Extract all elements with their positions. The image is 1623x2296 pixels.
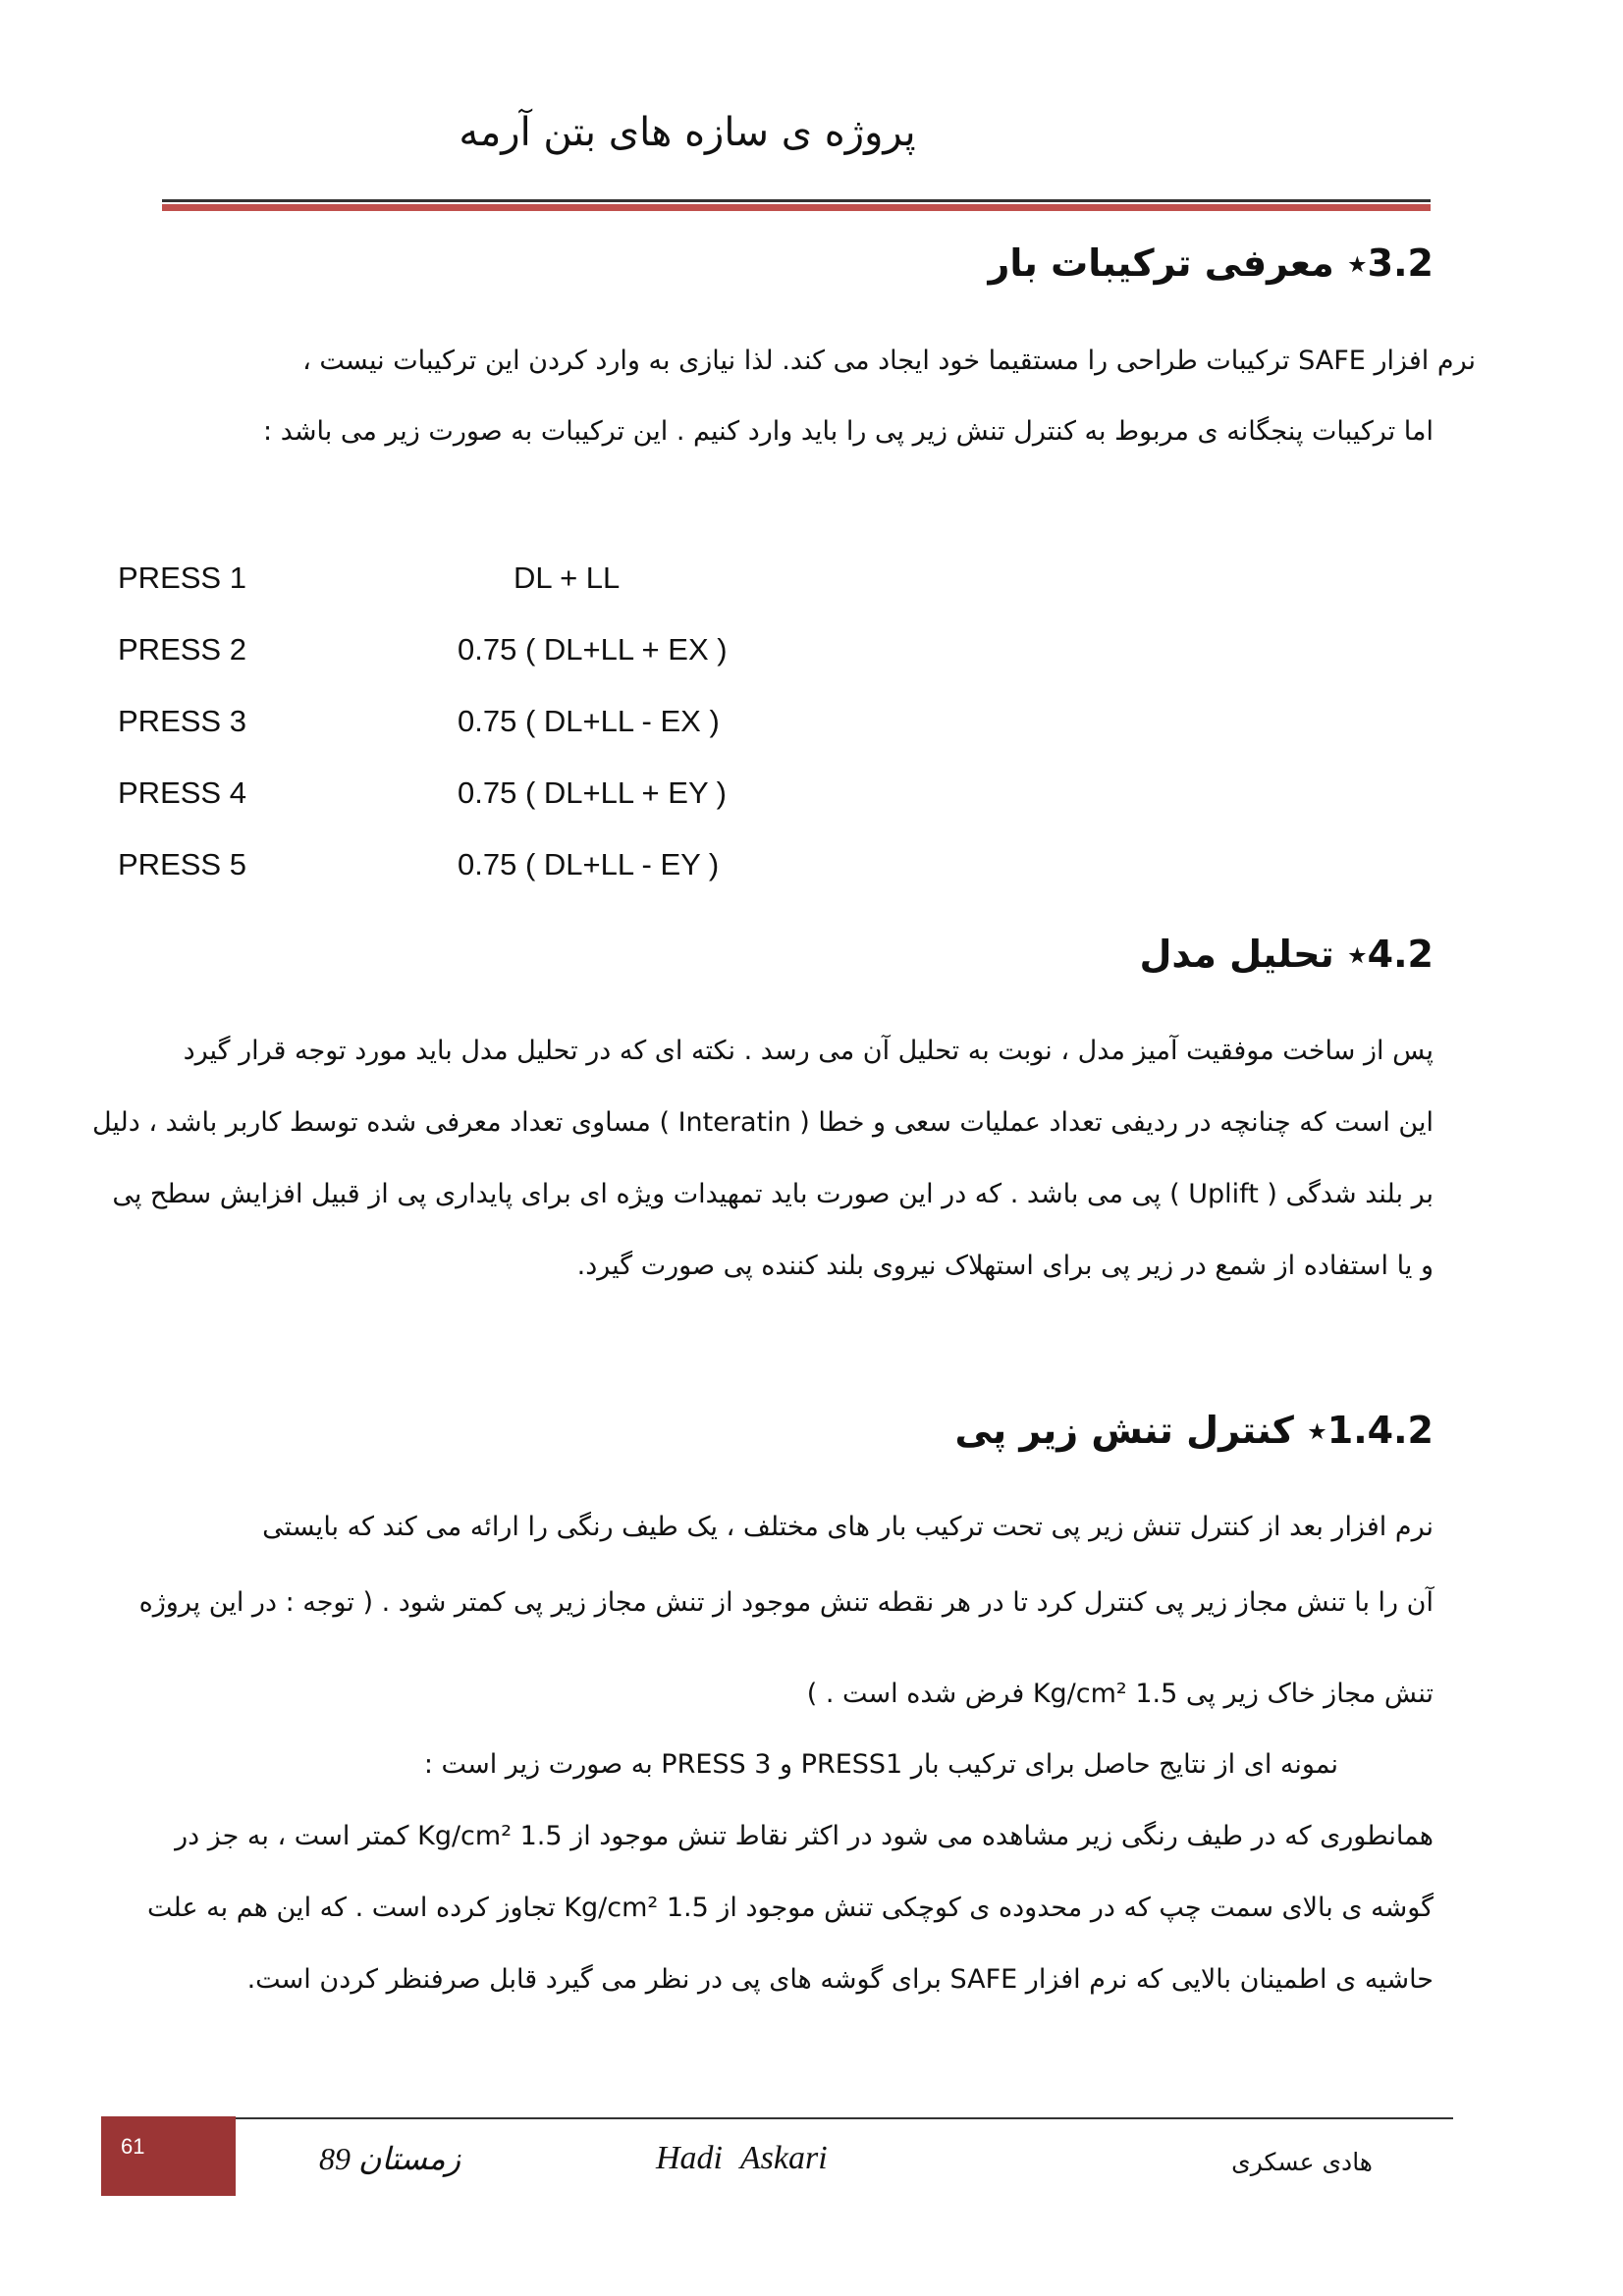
footer-season: زمستان 89 [319,2141,461,2176]
section-3-2-line-2: اما ترکیبات پنجگانه ی مربوط به کنترل تنش زیر پی را باید وارد کنیم . این ترکیبات به صورت زیر می باشد : [263,416,1434,447]
section-1-4-2-line-4: نمونه ای از نتایج حاصل برای ترکیب بار PRESS1 و PRESS 3 به صورت زیر است : [423,1749,1338,1780]
footer-author-latin: Hadi Askari [656,2140,828,2176]
footer-rule [236,2117,1453,2119]
combo-formula-3: 0.75 ( DL+LL - EX ) [458,704,720,738]
section-1-4-2-line-5: همانطوری که در طیف رنگی زیر مشاهده می شود در اکثر نقاط تنش موجود از 1.5 Kg/cm² کمتر است ، به جز در [175,1821,1434,1851]
combo-formula-4: 0.75 ( DL+LL + EY ) [458,775,728,810]
footer-author-persian: هادی عسکری [1231,2148,1373,2176]
section-heading-4-2: 4.2٭ تحلیل مدل [1139,933,1434,976]
section-4-2-line-4: و یا استفاده از شمع در زیر پی برای استهلاک نیروی بلند کننده پی صورت گیرد. [576,1251,1434,1281]
combo-name-2: PRESS 2 [118,632,246,667]
footer-page-box [101,2116,236,2196]
section-heading-1-4-2: 1.4.2٭ کنترل تنش زیر پی [954,1409,1434,1452]
combo-name-3: PRESS 3 [118,704,246,738]
combo-formula-1: DL + LL [514,561,621,595]
section-1-4-2-line-2: آن را با تنش مجاز زیر پی کنترل کرد تا در هر نقطه تنش موجود از تنش مجاز زیر پی کمتر شود . ( توجه : در این پروژه [138,1587,1434,1618]
section-3-2-line-1: نرم افزار SAFE ترکیبات طراحی را مستقیما خود ایجاد می کند. لذا نیازی به وارد کردن این ترکیبات نیست ، [302,346,1476,376]
page-header-title: پروژه ی سازه های بتن آرمه [459,110,916,155]
section-heading-3-2: 3.2٭ معرفی ترکیبات بار [988,241,1434,285]
section-1-4-2-line-3: تنش مجاز خاک زیر پی 1.5 Kg/cm² فرض شده است . ) [806,1679,1434,1709]
combo-name-5: PRESS 5 [118,847,246,881]
combo-formula-5: 0.75 ( DL+LL - EY ) [458,847,720,881]
header-rule-dark [162,199,1431,202]
page-number: 61 [121,2134,145,2159]
combo-name-1: PRESS 1 [118,561,246,595]
section-4-2-line-2: این است که چنانچه در ردیفی تعداد عملیات سعی و خطا ( Interatin ) مساوی تعداد معرفی شده توسط کاربر باشد ، دلیل [91,1107,1434,1138]
section-1-4-2-line-1: نرم افزار بعد از کنترل تنش زیر پی تحت ترکیب بار های مختلف ، یک طیف رنگی را ارائه می کند که بایستی [262,1512,1434,1542]
section-1-4-2-line-7: حاشیه ی اطمینان بالایی که نرم افزار SAFE برای گوشه های پی در نظر می گیرد قابل صرفنظر کردن است. [246,1964,1434,1995]
section-4-2-line-3: بر بلند شدگی ( Uplift ) پی می باشد . که در این صورت باید تمهیدات ویژه ای برای پایداری پی از قبیل افزایش سطح پی [112,1179,1434,1209]
combo-name-4: PRESS 4 [118,775,246,810]
section-4-2-line-1: پس از ساخت موفقیت آمیز مدل ، نوبت به تحلیل آن می رسد . نکته ای که در تحلیل مدل باید مورد توجه قرار گیرد [183,1036,1434,1066]
combo-formula-2: 0.75 ( DL+LL + EX ) [458,632,728,667]
section-1-4-2-line-6: گوشه ی بالای سمت چپ که در محدوده ی کوچکی تنش موجود از 1.5 Kg/cm² تجاوز کرده است . که این هم به علت [147,1893,1434,1923]
header-rule-red [162,204,1431,211]
